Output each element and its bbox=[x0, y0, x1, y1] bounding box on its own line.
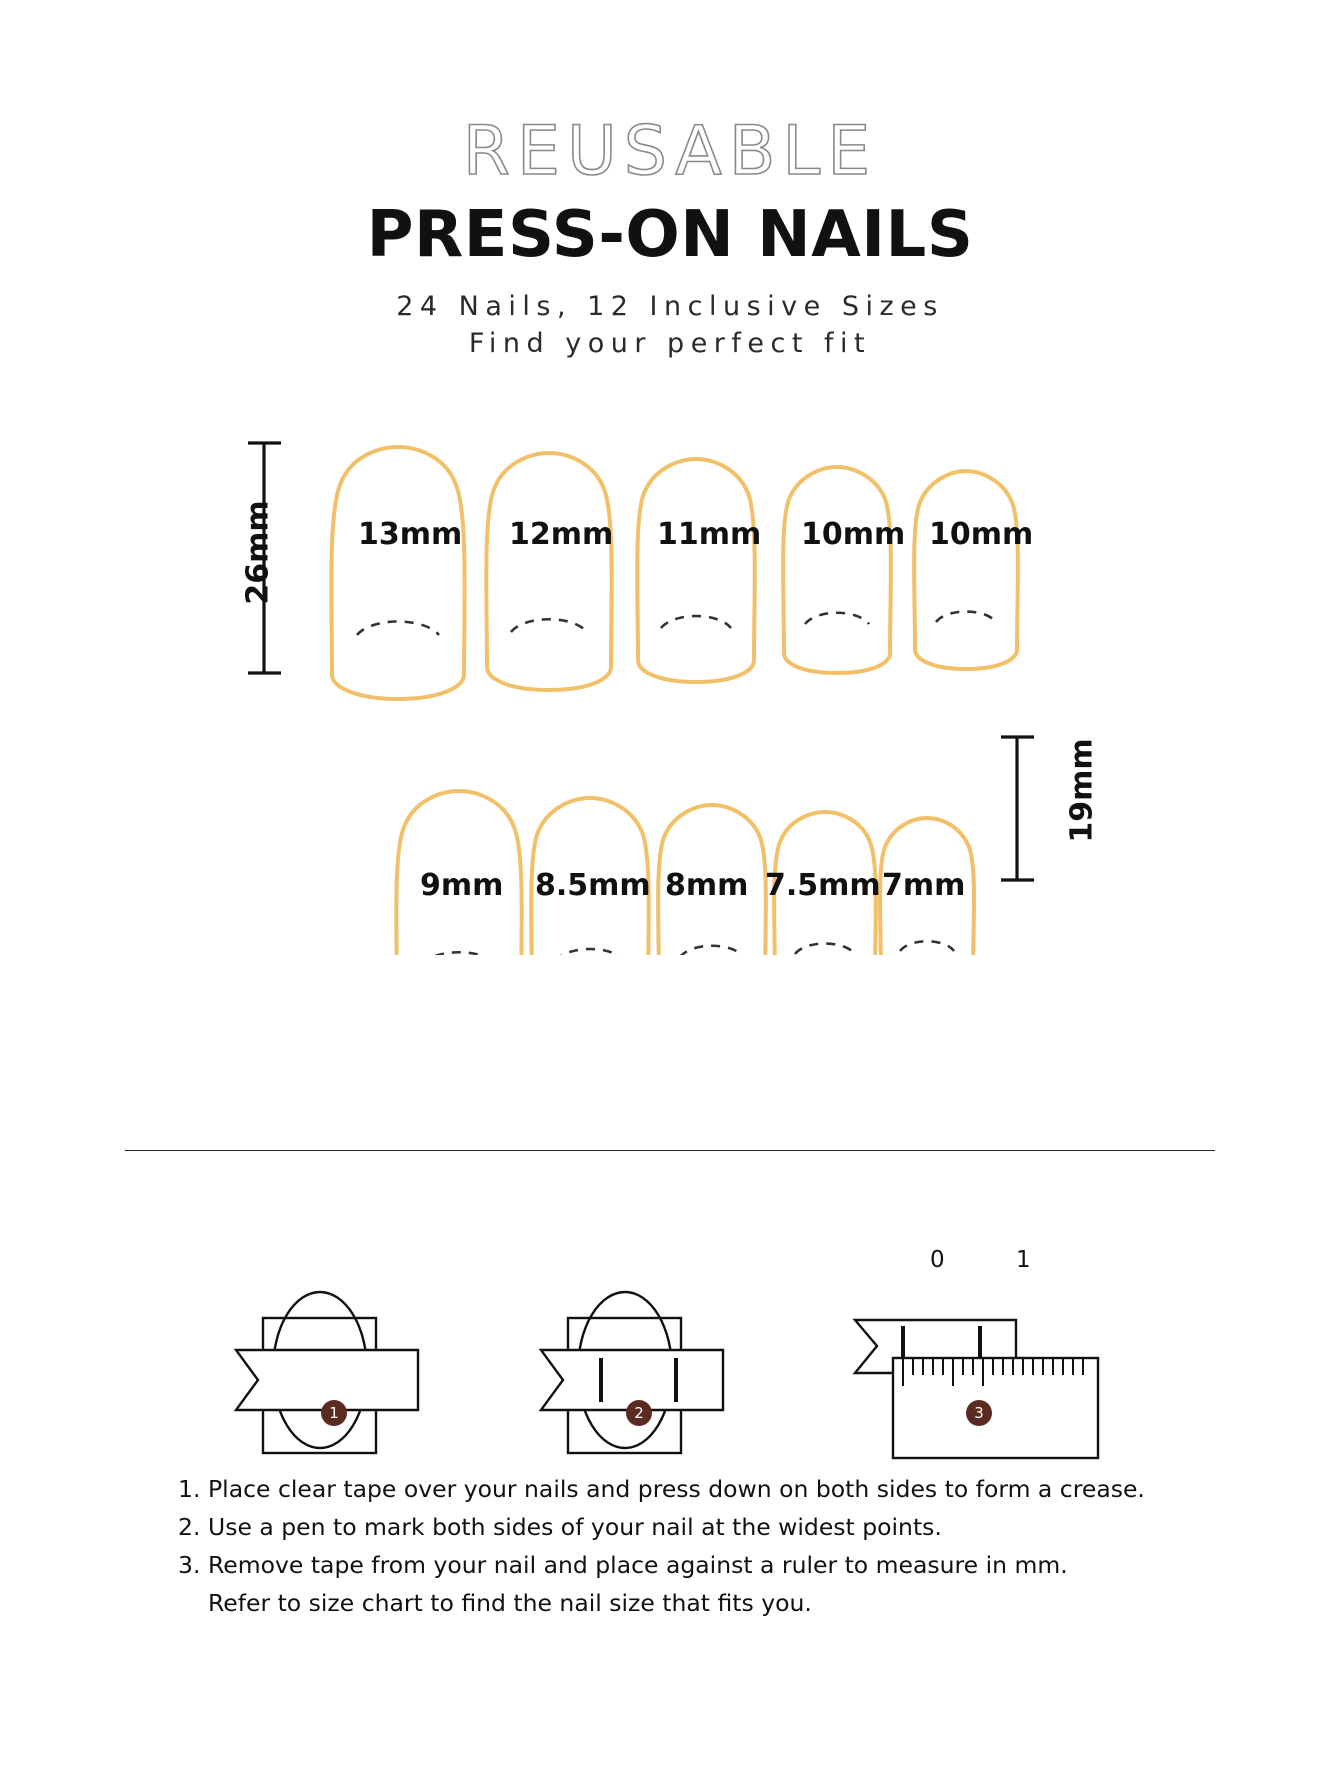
nail-shape-12mm bbox=[486, 453, 614, 690]
measurement-steps-diagram bbox=[0, 1195, 1340, 1465]
step-3-illustration bbox=[855, 1320, 1098, 1458]
step-badge-1: 1 bbox=[321, 1400, 347, 1426]
instruction-item-3 bbox=[178, 1546, 1208, 1584]
instruction-number-3: 3. bbox=[178, 1551, 201, 1580]
ruler-tick-label-1: 1 bbox=[1016, 1247, 1031, 1273]
nail-shape-11mm bbox=[637, 459, 755, 682]
nail-size-label-11mm: 11mm bbox=[657, 517, 762, 553]
nail-size-label-10mm-a: 10mm bbox=[801, 517, 906, 553]
nail-size-label-7-5mm: 7.5mm bbox=[765, 868, 881, 904]
step-1-illustration bbox=[236, 1292, 418, 1453]
nail-shape-10mm-a bbox=[783, 467, 891, 673]
instruction-number-2: 2. bbox=[178, 1513, 201, 1542]
instruction-item-1 bbox=[178, 1470, 1208, 1508]
instruction-text-2: Use a pen to mark both sides of your nail at the widest points. bbox=[208, 1513, 942, 1542]
nail-size-chart bbox=[0, 395, 1340, 955]
instructions-list bbox=[178, 1470, 1208, 1622]
page-subtitle: 24 Nails, 12 Inclusive Sizes bbox=[396, 291, 944, 323]
dimension-bar-19mm bbox=[1001, 737, 1034, 880]
ruler-tick-label-0: 0 bbox=[930, 1247, 945, 1273]
instruction-number-1: 1. bbox=[178, 1475, 201, 1503]
section-divider bbox=[125, 1150, 1215, 1151]
nail-shape-13mm bbox=[331, 447, 464, 699]
instruction-item-2 bbox=[178, 1508, 1208, 1546]
nail-size-label-12mm: 12mm bbox=[509, 517, 614, 553]
row-2-height-label: 19mm bbox=[1064, 738, 1100, 843]
step-badge-3: 3 bbox=[966, 1400, 992, 1426]
instruction-item-3-continued bbox=[178, 1584, 1208, 1622]
nail-size-label-13mm: 13mm bbox=[358, 517, 463, 553]
page-header bbox=[0, 0, 1340, 359]
step-badge-2: 2 bbox=[626, 1400, 652, 1426]
nail-size-label-8-5mm: 8.5mm bbox=[535, 868, 651, 904]
nail-size-label-8mm: 8mm bbox=[665, 868, 749, 904]
row-1-height-label: 26mm bbox=[240, 500, 276, 605]
instruction-text-1: Place clear tape over your nails and press down on both sides to form a crease. bbox=[208, 1475, 1145, 1503]
nail-size-label-7mm: 7mm bbox=[882, 868, 966, 904]
nail-shape-10mm-b bbox=[914, 471, 1018, 669]
page-title-outline: REUSABLE bbox=[462, 112, 878, 191]
nail-size-label-9mm: 9mm bbox=[420, 868, 504, 904]
page-title: PRESS-ON NAILS bbox=[366, 198, 974, 272]
page-subtitle-secondary: Find your perfect fit bbox=[468, 328, 872, 360]
instruction-text-3: Remove tape from your nail and place against a ruler to measure in mm. bbox=[208, 1551, 1068, 1580]
instruction-text-3-continued: Refer to size chart to find the nail size that fits you. bbox=[208, 1589, 812, 1618]
nail-size-label-10mm-b: 10mm bbox=[929, 517, 1034, 553]
step-2-illustration bbox=[541, 1292, 723, 1453]
